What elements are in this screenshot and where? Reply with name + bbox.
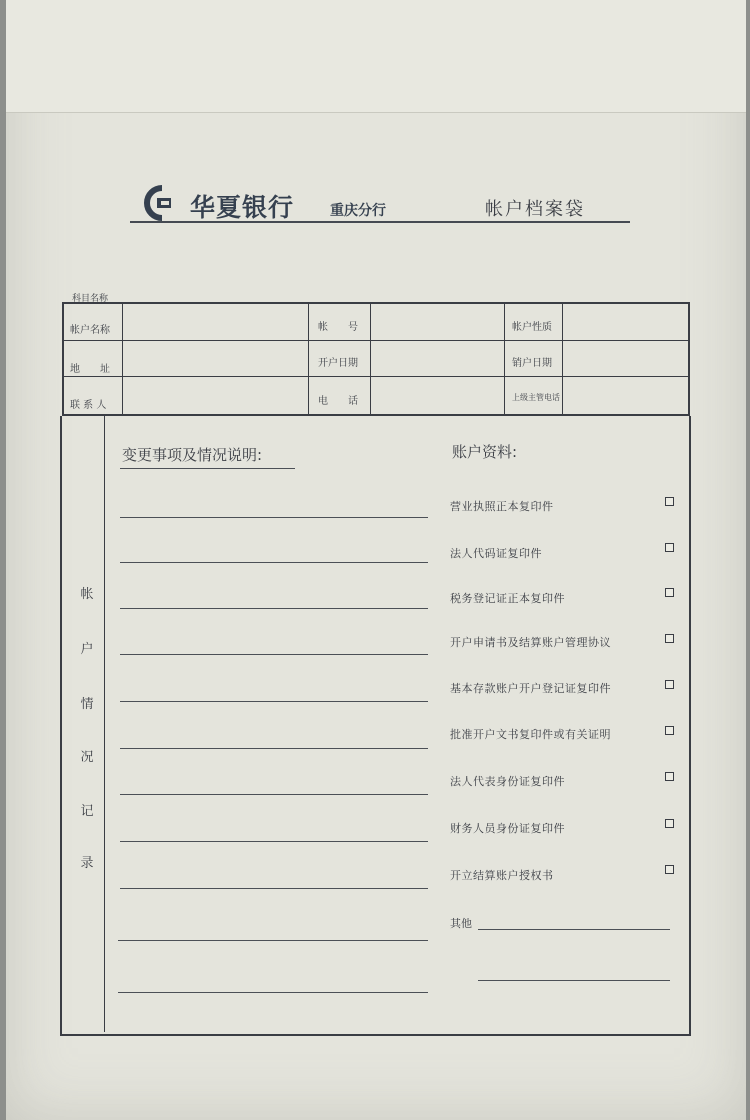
- col-divider: [122, 304, 123, 414]
- envelope-flap: [6, 0, 746, 113]
- checklist-checkbox[interactable]: [665, 819, 674, 828]
- phone-label: 电 话: [318, 396, 358, 407]
- bank-logo-icon: [140, 185, 180, 221]
- checklist-checkbox[interactable]: [665, 497, 674, 506]
- write-line: [120, 841, 428, 842]
- write-line: [120, 562, 428, 563]
- write-line: [120, 701, 428, 702]
- checklist-label: 开户申请书及结算账户管理协议: [450, 636, 611, 649]
- account-no-label: 帐 号: [318, 322, 358, 333]
- checklist-label: 税务登记证正本复印件: [450, 592, 565, 605]
- subject-label: 科目名称: [72, 294, 109, 304]
- write-line: [120, 654, 428, 655]
- info-table: [62, 302, 690, 416]
- checklist-label: 财务人员身份证复印件: [450, 822, 565, 835]
- other-line[interactable]: [478, 929, 670, 930]
- record-title-char: 情: [80, 697, 94, 712]
- write-line: [118, 940, 428, 941]
- write-line: [120, 608, 428, 609]
- col-divider: [308, 304, 309, 414]
- contact-label: 联 系 人: [70, 400, 107, 411]
- checklist-checkbox[interactable]: [665, 634, 674, 643]
- changes-title-underline: [120, 468, 295, 469]
- record-title-char: 录: [80, 856, 94, 871]
- write-line: [120, 888, 428, 889]
- checklist-checkbox[interactable]: [665, 726, 674, 735]
- write-line: [118, 992, 428, 993]
- changes-title: 变更事项及情况说明:: [122, 446, 263, 464]
- record-title-char: 况: [80, 750, 94, 765]
- checklist-label: 法人代表身份证复印件: [450, 775, 565, 788]
- record-title-char: 户: [80, 642, 94, 657]
- write-line: [120, 517, 428, 518]
- doc-title: 帐户档案袋: [485, 199, 585, 220]
- account-type-label: 帐户性质: [512, 322, 552, 333]
- col-divider: [370, 304, 371, 414]
- checklist-label: 营业执照正本复印件: [450, 500, 554, 513]
- checklist-label: 基本存款账户开户登记证复印件: [450, 682, 611, 695]
- account-name-label: 帐户名称: [70, 325, 110, 336]
- other-line[interactable]: [478, 980, 670, 981]
- checklist-label: 法人代码证复印件: [450, 547, 542, 560]
- row-divider: [64, 376, 688, 377]
- row-divider: [64, 340, 688, 341]
- address-label: 地 址: [70, 364, 110, 375]
- other-label: 其他: [450, 917, 472, 930]
- record-divider: [104, 416, 105, 1032]
- supervisor-phone-label: 上级主管电话: [512, 393, 560, 402]
- record-title-char: 记: [80, 804, 94, 819]
- bank-name: 华夏银行: [190, 193, 295, 222]
- open-date-label: 开户日期: [318, 358, 358, 369]
- col-divider: [504, 304, 505, 414]
- checklist-checkbox[interactable]: [665, 772, 674, 781]
- write-line: [120, 748, 428, 749]
- record-title-char: 帐: [80, 587, 94, 602]
- checklist-label: 开立结算账户授权书: [450, 869, 554, 882]
- close-date-label: 销户日期: [512, 358, 552, 369]
- checklist-checkbox[interactable]: [665, 543, 674, 552]
- header-rule: [130, 221, 630, 223]
- checklist-checkbox[interactable]: [665, 588, 674, 597]
- write-line: [120, 794, 428, 795]
- header: [130, 185, 630, 225]
- branch-name: 重庆分行: [330, 203, 386, 219]
- account-docs-title: 账户资料:: [452, 443, 518, 461]
- checklist-checkbox[interactable]: [665, 680, 674, 689]
- checklist-checkbox[interactable]: [665, 865, 674, 874]
- checklist-label: 批准开户文书复印件或有关证明: [450, 728, 611, 741]
- col-divider: [562, 304, 563, 414]
